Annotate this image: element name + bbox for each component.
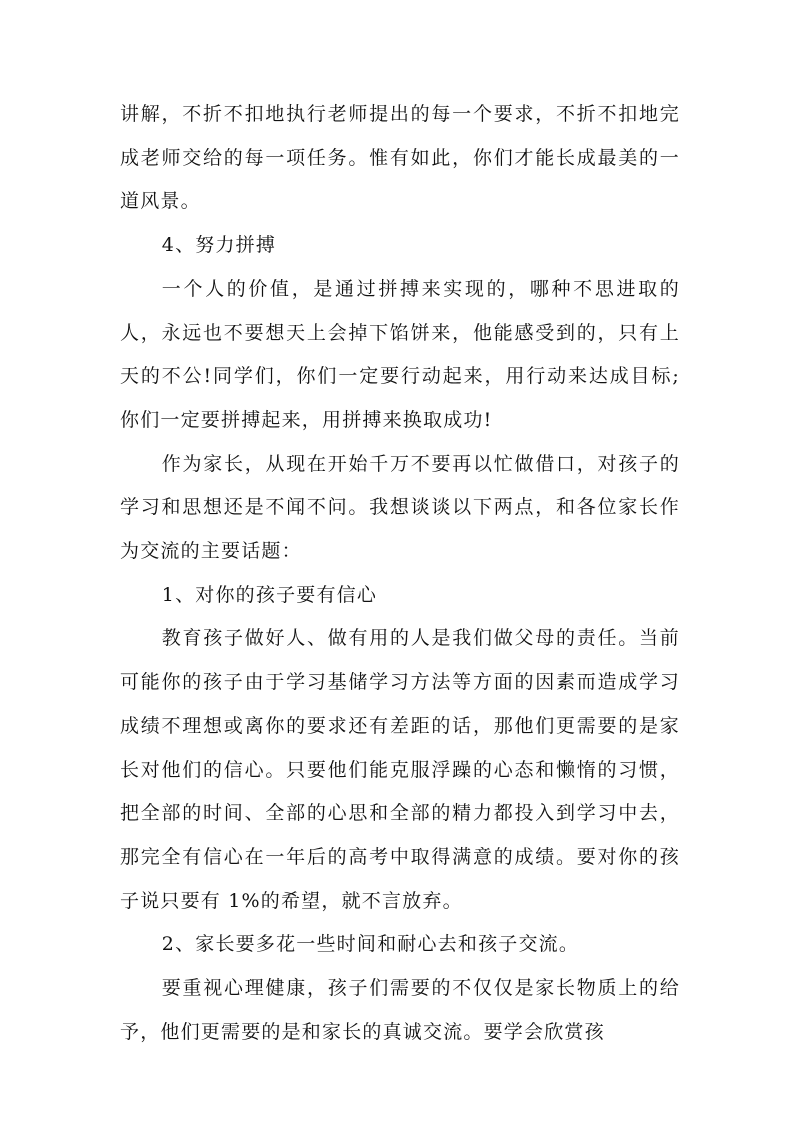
paragraph-parents-intro: 作为家长，从现在开始千万不要再以忙做借口，对孩子的学习和思想还是不闻不问。我想谈谈以下两点，和各位家长作为交流的主要话题： bbox=[120, 452, 680, 563]
paragraph-mental-health: 要重视心理健康，孩子们需要的不仅仅是家长物质上的给予，他们更需要的是和家长的真诚交流。要学会欣赏孩 bbox=[120, 977, 680, 1043]
paragraph-strive: 一个人的价值，是通过拼搏来实现的，哪种不思进取的人，永远也不要想天上会掉下馅饼来，他能感受到的，只有上天的不公!同学们，你们一定要行动起来，用行动来达成目标;你们一定要拼搏起来，用拼搏来换取成功! bbox=[120, 277, 680, 431]
section-heading-2: 2、家长要多花一些时间和耐心去和孩子交流。 bbox=[161, 933, 580, 956]
paragraph-continuation: 讲解，不折不扣地执行老师提出的每一个要求，不折不扣地完成老师交给的每一项任务。惟有如此，你们才能长成最美的一道风景。 bbox=[120, 103, 680, 213]
section-heading-4: 4、努力拼搏 bbox=[161, 234, 277, 257]
section-heading-1: 1、对你的孩子要有信心 bbox=[161, 583, 378, 606]
paragraph-confidence: 教育孩子做好人、做有用的人是我们做父母的责任。当前可能你的孩子由于学习基储学习方法等方面的因素而造成学习成绩不理想或离你的要求还有差距的话，那他们更需要的是家长对他们的信心。只要他们能克服浮躁的心态和懒惰的习惯，把全部的时间、全部的心思和全部的精力都投入到学习中去，那完全有信心在一年后的高考中取得满意的成绩。要对你的孩子说只要有 1%的希望，就不言放弃。 bbox=[120, 627, 680, 912]
document-body bbox=[120, 93, 680, 1054]
